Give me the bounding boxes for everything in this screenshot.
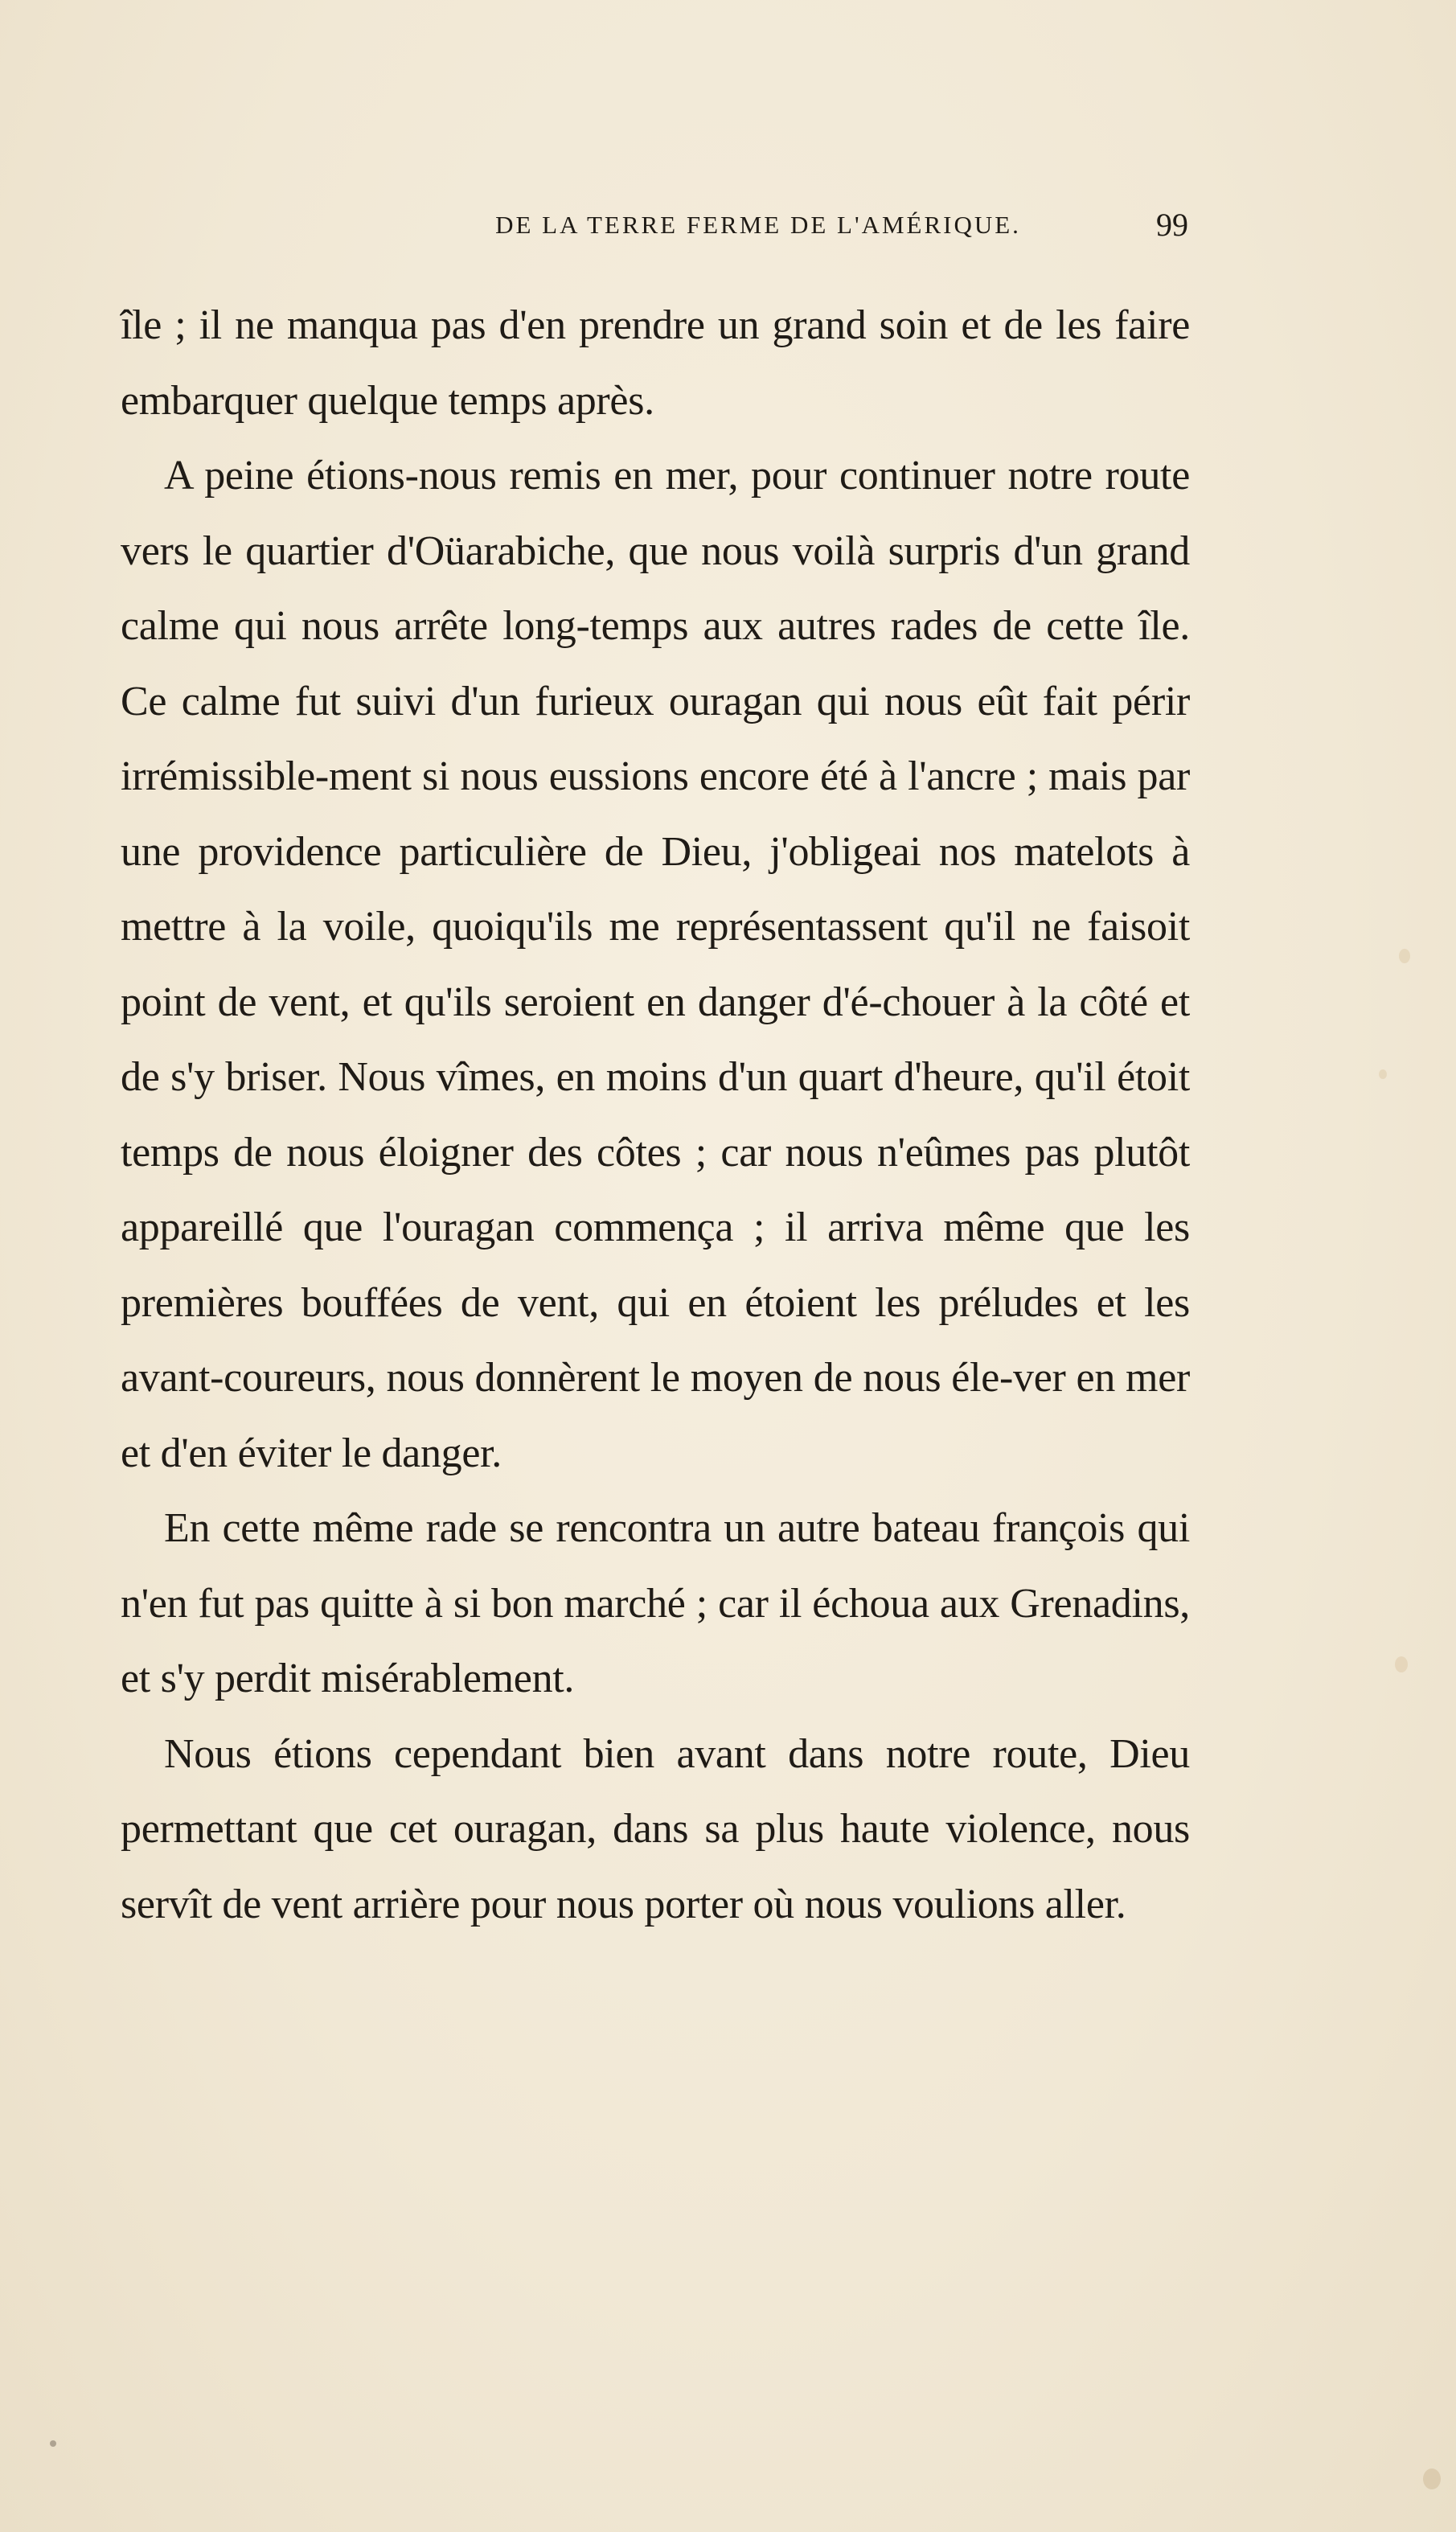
paper-foxing-spot <box>1379 1069 1387 1079</box>
paragraph-calm-and-hurricane: A peine étions-nous remis en mer, pour continuer notre route vers le quartier d'Oüarabiche, que nous voilà surpris d'un grand calme qui nous arrête long-temps aux autres rades de cette île. Ce calme fut suivi d'un furieux ouragan qui nous eût fait périr irrémissible-ment si nous eussions encore été à l'ancre ; mais par une providence particulière de Dieu, j'obligeai nos matelots à mettre à la voile, quoiqu'ils me représentassent qu'il ne faisoit point de vent, et qu'ils seroient en danger d'é-chouer à la côté et de s'y briser. Nous vîmes, en moins d'un quart d'heure, qu'il étoit temps de nous éloigner des côtes ; car nous n'eûmes pas plutôt appareillé que l'ouragan commença ; il arriva même que les premières bouffées de vent, qui en étoient les préludes et les avant-coureurs, nous donnèrent le moyen de nous éle-ver en mer et d'en éviter le danger. <box>121 453 1190 1476</box>
paper-foxing-spot <box>1395 1656 1408 1672</box>
paragraph-continuation: île ; il ne manqua pas d'en prendre un grand soin et de les faire embarquer quelque temps après. <box>121 302 1190 424</box>
body-text <box>121 288 1190 1942</box>
ink-speck <box>50 2440 56 2447</box>
paragraph-other-boat: En cette même rade se rencontra un autre bateau françois qui n'en fut pas quitte à si bon marché ; car il échoua aux Grenadins, et s'y perdit misérablement. <box>121 1505 1190 1701</box>
running-title: DE LA TERRE FERME DE L'AMÉRIQUE. <box>495 211 1021 239</box>
paragraph-continuing-route: Nous étions cependant bien avant dans notre route, Dieu permettant que cet ouragan, dans sa plus haute violence, nous servît de vent arrière pour nous porter où nous voulions aller. <box>121 1730 1190 1927</box>
paper-foxing-spot <box>1399 949 1410 963</box>
page-number: 99 <box>1156 207 1188 243</box>
paper-foxing-spot <box>1423 2468 1441 2489</box>
